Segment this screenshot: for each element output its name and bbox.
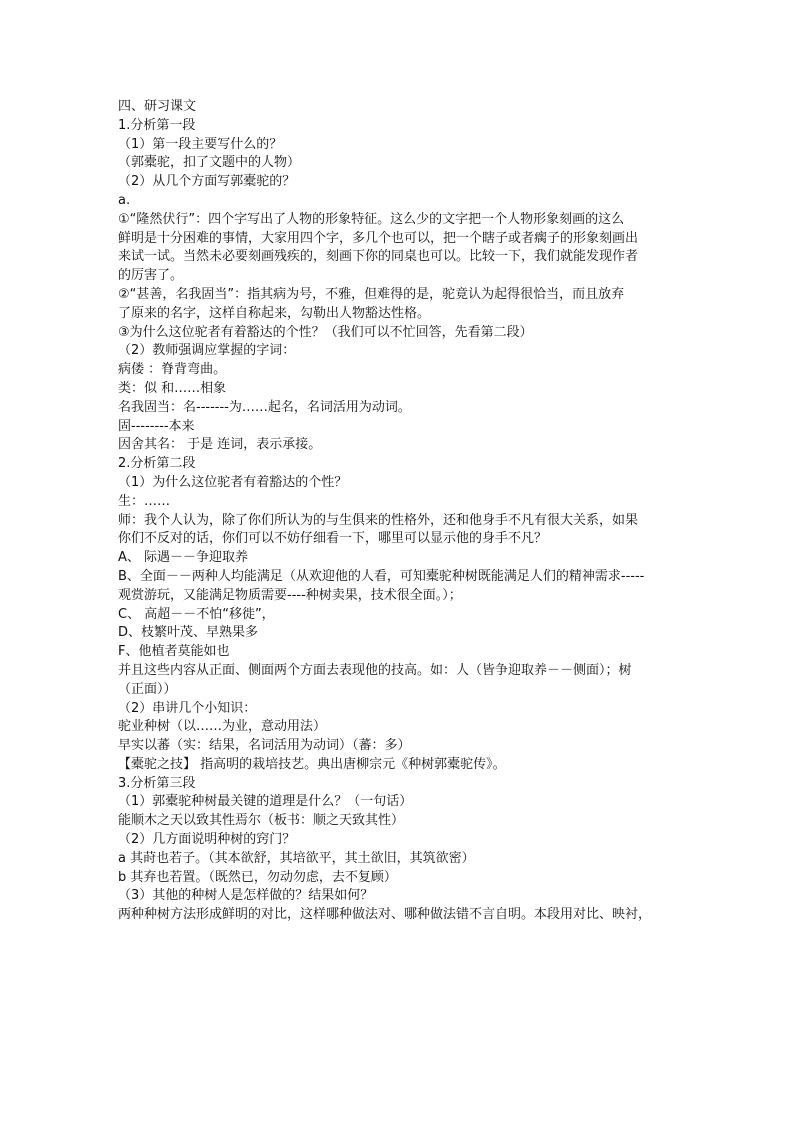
text-line: 来试一试。当然未必要刻画残疾的，刻画下你的同桌也可以。比较一下，我们就能发现作者 bbox=[118, 249, 639, 265]
text-line: （2）几方面说明种树的窍门？ bbox=[118, 832, 296, 848]
text-line: a 其莳也若子。（其本欲舒，其培欲平，其土欲旧，其筑欲密） bbox=[118, 850, 475, 866]
text-line: 鲜明是十分困难的事情，大家用四个字，多几个也可以，把一个瞎子或者瘸子的形象刻画出 bbox=[118, 230, 639, 246]
text-line: （郭橐驼，扣了文题中的人物） bbox=[118, 155, 301, 171]
text-line: 四、研习课文 bbox=[118, 99, 197, 114]
text-line: 两种种树方法形成鲜明的对比，这样哪种做法对、哪种做法错不言自明。本段用对比、映衬， bbox=[118, 907, 652, 923]
text-line: （2）教师强调应掌握的字词： bbox=[118, 343, 296, 359]
text-line: a. bbox=[118, 192, 131, 208]
text-line: A、 际遇－－争迎取养 bbox=[118, 550, 249, 566]
text-line: 因舍其名： 于是 连词，表示承接。 bbox=[118, 437, 322, 453]
text-line: 【橐驼之技】 指高明的栽培技艺。典出唐柳宗元《种树郭橐驼传》。 bbox=[118, 756, 506, 772]
text-line: （1）郭橐驼种树最关键的道理是什么？（一句话） bbox=[118, 794, 413, 810]
text-line: 师：我个人认为，除了你们所认为的与生俱来的性格外，还和他身手不凡有很大关系，如果 bbox=[118, 512, 639, 528]
text-line: （3）其他的种树人是怎样做的？结果如何？ bbox=[118, 888, 374, 904]
text-line: B、全面－－两种人均能满足（从欢迎他的人看，可知橐驼种树既能满足人们的精神需求----- bbox=[118, 568, 645, 584]
text-line: 并且这些内容从正面、侧面两个方面去表现他的技高。如：人（皆争迎取养－－侧面）；树 bbox=[118, 662, 632, 678]
text-line: 能顺木之天以致其性焉尔（板书：顺之天致其性） bbox=[118, 813, 405, 829]
text-line: ③为什么这位驼者有着豁达的个性？（我们可以不忙回答，先看第二段） bbox=[118, 324, 533, 340]
text-line: 了原来的名字，这样自称起来，勾勒出人物豁达性格。 bbox=[118, 305, 431, 321]
text-line: 生：…… bbox=[118, 493, 171, 509]
text-line: ②“甚善，名我固当”：指其病为号，不雅，但难得的是，驼竟认为起得很恰当，而且放弃 bbox=[118, 286, 625, 302]
text-line: 的厉害了。 bbox=[118, 268, 184, 284]
text-line: 观赏游玩，又能满足物质需要----种树卖果，技术很全面。）； bbox=[118, 587, 462, 603]
text-line: （2）从几个方面写郭橐驼的？ bbox=[118, 174, 296, 190]
text-line: F、他植者莫能如也 bbox=[118, 644, 230, 660]
document-body bbox=[118, 98, 678, 925]
text-line: （正面）） bbox=[118, 681, 177, 697]
text-line: D、枝繁叶茂、早熟果多 bbox=[118, 625, 259, 641]
text-line: 名我固当：名-------为……起名，名词活用为动词。 bbox=[118, 399, 411, 415]
text-line: 早实以蕃（实：结果，名词活用为动词）（蕃：多） bbox=[118, 738, 411, 754]
text-line: （1）第一段主要写什么的？ bbox=[118, 136, 283, 152]
text-line: 3.分析第三段 bbox=[118, 775, 196, 791]
text-line: C、 高超－－不怕“移徙”， bbox=[118, 606, 275, 622]
text-line: 2.分析第二段 bbox=[118, 456, 196, 472]
text-line: （2）串讲几个小知识： bbox=[118, 700, 257, 716]
text-line: ①“隆然伏行”：四个字写出了人物的形象特征。这么少的文字把一个人物形象刻画的这么 bbox=[118, 211, 625, 227]
text-line: 驼业种树（以……为业，意动用法） bbox=[118, 719, 327, 735]
text-line: 你们不反对的话，你们可以不妨仔细看一下，哪里可以显示他的身手不凡？ bbox=[118, 531, 548, 547]
text-line: 类：似 和……相象 bbox=[118, 380, 227, 396]
text-line: 病偻 ：脊背弯曲。 bbox=[118, 362, 227, 378]
text-line: （1）为什么这位驼者有着豁达的个性？ bbox=[118, 474, 348, 490]
text-line: b 其弃也若置。（既然已，勿动勿虑，去不复顾） bbox=[118, 869, 397, 885]
text-line: 1.分析第一段 bbox=[118, 117, 196, 133]
text-line: 固--------本来 bbox=[118, 418, 195, 434]
